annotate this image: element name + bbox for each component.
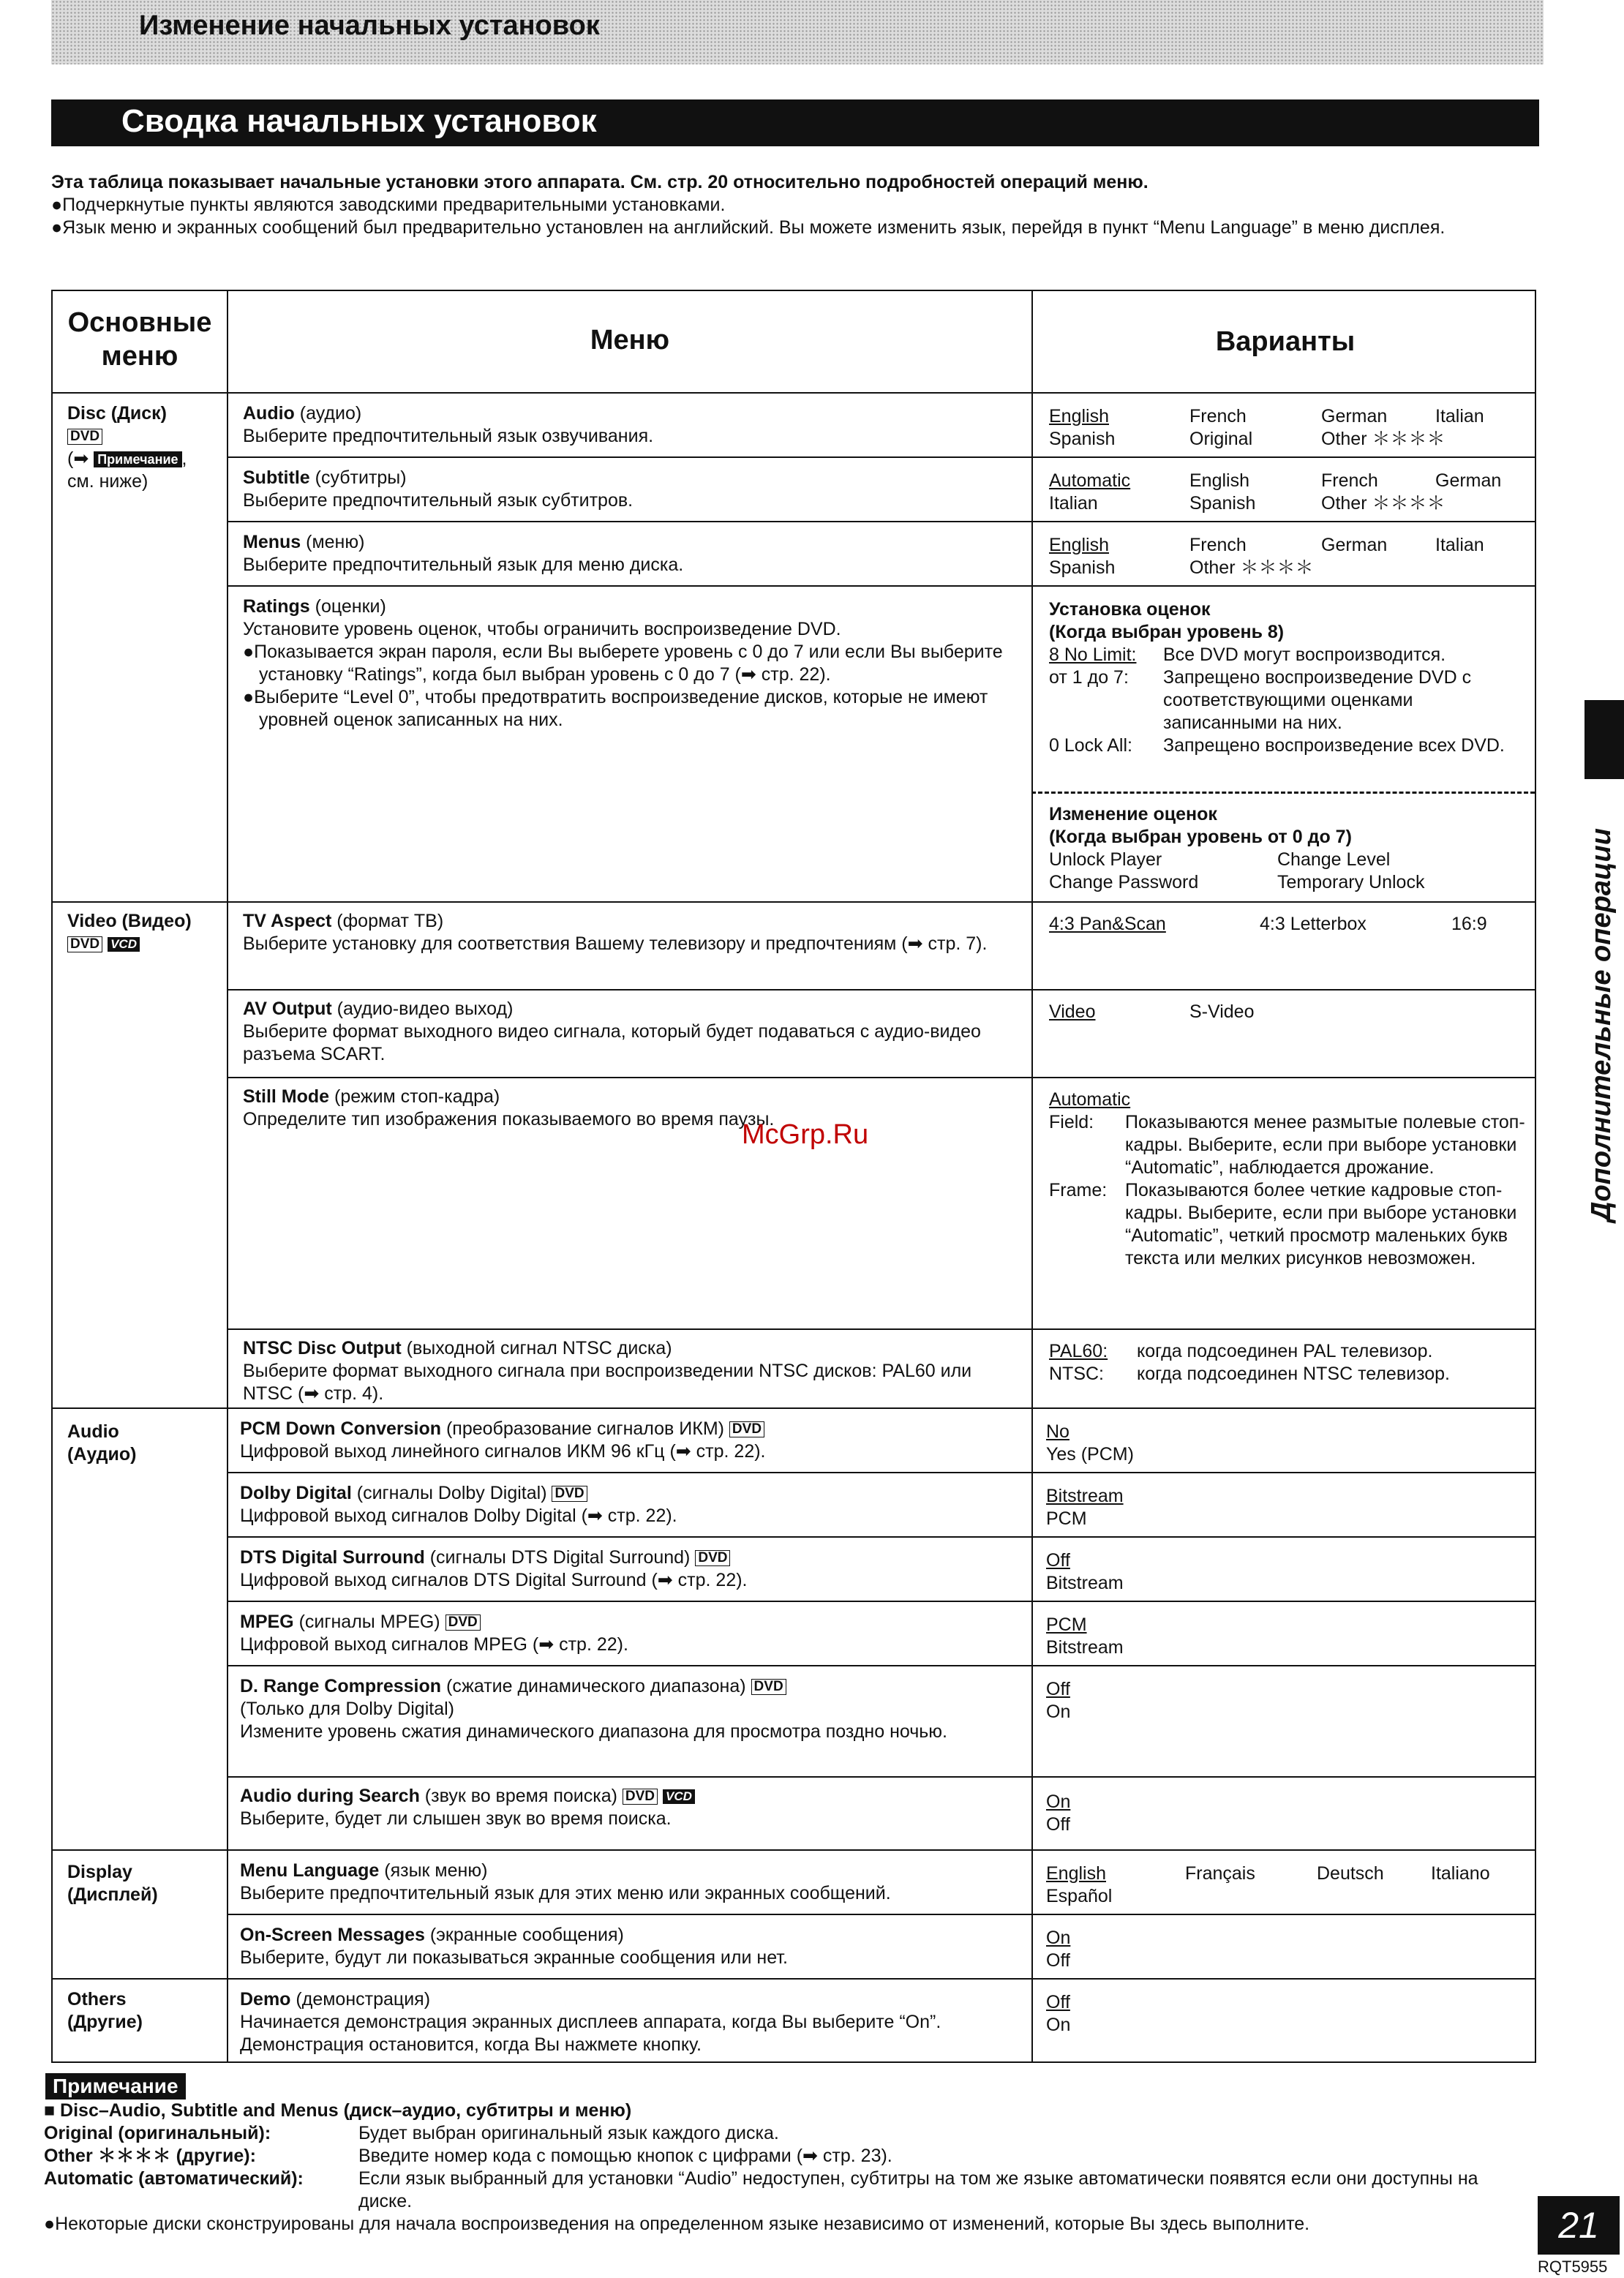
menu-display-osm — [240, 1924, 1018, 1969]
ratings-key: от 1 до 7: — [1049, 667, 1129, 688]
note-header: Примечание — [45, 2073, 186, 2100]
option: Bitstream — [1046, 1637, 1124, 1658]
options-video-still-mode — [1049, 1089, 1532, 1270]
option: 4:3 Pan&Scan — [1049, 914, 1166, 934]
options-audio-dts — [1046, 1549, 1124, 1595]
top-title: Изменение начальных установок — [139, 10, 600, 41]
item-name: D. Range Compression — [240, 1676, 442, 1696]
item-paren: (сигналы DTS Digital Surround) — [424, 1547, 691, 1568]
ntsc-key: PAL60: — [1049, 1341, 1108, 1361]
item-desc: Цифровой выход линейного сигналов ИКМ 96 кГц (➡ стр. 22). — [240, 1441, 766, 1462]
dvd-tag: DVD — [446, 1614, 481, 1631]
option: English — [1046, 1863, 1106, 1884]
option: Italian — [1435, 535, 1484, 555]
section-title-bar — [51, 99, 1539, 146]
item-paren: (звук во время поиска) — [419, 1786, 617, 1806]
options-disc-subtitle — [1049, 470, 1545, 515]
option: S-Video — [1189, 1001, 1255, 1022]
option: Other ＊＊＊＊ — [1321, 429, 1446, 449]
item-paren: (меню) — [301, 532, 365, 552]
section-title: Сводка начальных установок — [121, 103, 597, 139]
divider — [227, 1776, 1535, 1778]
category-disc — [67, 402, 228, 493]
options-audio-mpeg — [1046, 1614, 1124, 1659]
item-paren: (формат ТВ) — [331, 911, 444, 931]
item-name: Menus — [243, 532, 301, 552]
item-name: TV Aspect — [243, 911, 332, 931]
option: English — [1189, 470, 1249, 491]
item-name: DTS Digital Surround — [240, 1547, 425, 1568]
note-key: Automatic (автоматический): — [44, 2168, 304, 2189]
divider — [227, 585, 1535, 587]
option: Français — [1185, 1863, 1255, 1884]
options-video-ntsc — [1049, 1340, 1546, 1386]
item-desc: Цифровой выход сигналов Dolby Digital (➡ стр. 22). — [240, 1505, 677, 1526]
option: Other ＊＊＊＊ — [1189, 557, 1314, 578]
option: Spanish — [1049, 429, 1116, 449]
option: On — [1046, 1792, 1071, 1812]
item-desc: Выберите формат выходного видео сигнала, который будет подаваться с аудио-видео разъема SCART. — [243, 1021, 981, 1064]
option: Other ＊＊＊＊ — [1321, 493, 1446, 514]
option: Off — [1046, 1950, 1070, 1971]
item-desc: Начинается демонстрация экранных дисплеев аппарата, когда Вы выберите “On”. Демонстрация остановится, когда Вы нажмете кнопку. — [240, 2012, 941, 2055]
intro-bullet: ●Подчеркнутые пункты являются заводскими предварительными установками. — [51, 195, 726, 215]
options-audio-search — [1046, 1791, 1070, 1836]
item-desc: Выберите предпочтительный язык для меню диска. — [243, 555, 684, 575]
item-desc: Выберите предпочтительный язык озвучивания. — [243, 426, 654, 446]
still-key: Field: — [1049, 1112, 1094, 1132]
option: Bitstream — [1046, 1573, 1124, 1593]
ratings-value: Все DVD могут воспроизводится. — [1163, 644, 1446, 665]
change-subtitle: (Когда выбран уровень от 0 до 7) — [1049, 827, 1352, 847]
note-tag: Примечание — [94, 451, 181, 467]
option: Original — [1189, 429, 1253, 449]
option: Italiano — [1431, 1863, 1490, 1884]
notes-final: ●Некоторые диски сконструированы для начала воспроизведения на определенном языке независимо от изменений, которые Вы здесь выполните. — [44, 2214, 1310, 2234]
item-name: Still Mode — [243, 1086, 330, 1107]
note-value: Если язык выбранный для установки “Audio” недоступен, субтитры на том же языке автоматически появятся если они доступны на диске. — [358, 2168, 1478, 2211]
item-paren: (сигналы MPEG) — [293, 1612, 440, 1632]
item-paren: (экранные сообщения) — [424, 1925, 624, 1945]
menu-video-still-mode — [243, 1086, 1018, 1131]
category-video — [67, 910, 228, 955]
header-menu: Меню — [590, 325, 670, 356]
option: Italian — [1435, 406, 1484, 426]
ratings-value: Запрещено воспроизведение DVD с соответствующими оценками записанными на них. — [1163, 667, 1472, 733]
options-change-ratings — [1049, 803, 1532, 894]
option: Change Password — [1049, 872, 1199, 892]
page-number: 21 — [1538, 2196, 1620, 2255]
menu-video-tv-aspect — [243, 910, 1018, 955]
item-paren: (аудио) — [294, 403, 362, 424]
settings-table — [51, 290, 1536, 2063]
item-paren: (сигналы Dolby Digital) — [351, 1483, 547, 1503]
options-disc-audio — [1049, 405, 1545, 451]
ntsc-value: когда подсоединен NTSC телевизор. — [1137, 1364, 1451, 1384]
options-video-av-output — [1049, 1001, 1336, 1023]
vcd-tag: VCD — [108, 937, 140, 952]
options-audio-pcm — [1046, 1421, 1134, 1466]
item-desc: Выберите установку для соответствия Вашему телевизору и предпочтениям (➡ стр. 7). — [243, 933, 988, 954]
category-title: Display — [67, 1862, 132, 1882]
divider — [53, 1978, 1535, 1980]
still-value: Показываются менее размытые полевые стоп-кадры. Выберите, если при выборе установки “Automatic”, наблюдается дрожание. — [1125, 1112, 1525, 1178]
menu-disc-menus — [243, 531, 1018, 576]
note-value: Введите номер кода с помощью кнопок с цифрами (➡ стр. 23). — [358, 2146, 892, 2166]
category-subtitle: (Дисплей) — [67, 1884, 158, 1905]
divider — [227, 456, 1535, 458]
options-display-language — [1046, 1862, 1541, 1908]
options-others-demo — [1046, 1991, 1070, 2037]
ntsc-key: NTSC: — [1049, 1364, 1104, 1384]
option: 4:3 Letterbox — [1260, 914, 1367, 934]
menu-disc-audio — [243, 402, 1018, 448]
option: Automatic — [1049, 470, 1131, 491]
option-default: Automatic — [1049, 1089, 1131, 1110]
watermark: McGrp.Ru — [742, 1119, 869, 1150]
category-title: Video (Видео) — [67, 911, 192, 931]
divider — [227, 1665, 1535, 1666]
option: Temporary Unlock — [1277, 872, 1425, 892]
divider — [53, 1849, 1535, 1851]
divider — [227, 1914, 1535, 1915]
item-name: MPEG — [240, 1612, 294, 1632]
item-paren: (режим стоп-кадра) — [329, 1086, 500, 1107]
options-video-tv-aspect — [1049, 913, 1539, 936]
divider — [1031, 291, 1033, 2061]
item-name: Demo — [240, 1989, 291, 2010]
ref-comma: , — [181, 448, 187, 469]
option: Off — [1046, 1814, 1070, 1835]
item-sub: (Только для Dolby Digital) — [240, 1699, 454, 1719]
dvd-tag: DVD — [67, 429, 102, 445]
menu-others-demo — [240, 1988, 1018, 2056]
item-desc: Определите тип изображения показываемого во время паузы. — [243, 1109, 775, 1129]
item-name: Subtitle — [243, 467, 310, 488]
divider — [227, 1601, 1535, 1602]
divider — [53, 901, 1535, 903]
ratings-key: 8 No Limit: — [1049, 644, 1137, 665]
option: Off — [1046, 1679, 1070, 1699]
side-section-label: Дополнительные операции — [1586, 828, 1617, 1222]
item-name: Menu Language — [240, 1860, 380, 1881]
option: Video — [1049, 1001, 1096, 1022]
item-desc: Цифровой выход сигналов MPEG (➡ стр. 22). — [240, 1634, 628, 1655]
options-audio-dolby — [1046, 1485, 1124, 1530]
option: 16:9 — [1451, 914, 1487, 934]
vcd-tag: VCD — [663, 1789, 695, 1804]
item-paren: (оценки) — [309, 596, 386, 617]
options-disc-ratings — [1049, 598, 1532, 757]
menu-video-av-output — [243, 998, 1018, 1066]
divider — [227, 1472, 1535, 1473]
option: French — [1321, 470, 1378, 491]
item-name: Ratings — [243, 596, 310, 617]
item-paren: (сжатие динамического диапазона) — [441, 1676, 746, 1696]
intro — [51, 171, 1544, 239]
menu-display-language — [240, 1860, 1018, 1905]
option: Español — [1046, 1886, 1113, 1906]
option: French — [1189, 535, 1247, 555]
divider — [227, 1328, 1535, 1330]
item-name: AV Output — [243, 999, 332, 1019]
option: Italian — [1049, 493, 1098, 514]
option: No — [1046, 1421, 1069, 1442]
option: On — [1046, 1928, 1071, 1948]
divider — [227, 1536, 1535, 1538]
ref-arrow: (➡ — [67, 448, 89, 469]
menu-disc-subtitle — [243, 467, 1018, 512]
category-title: Disc (Диск) — [67, 403, 167, 424]
notes-subheading: ■ Disc–Audio, Subtitle and Menus (диск–аудио, субтитры и меню) — [44, 2100, 632, 2121]
option: English — [1049, 535, 1109, 555]
item-desc: Выберите формат выходного сигнала при воспроизведении NTSC дисков: PAL60 или NTSC (➡ стр. 4). — [243, 1361, 972, 1404]
item-bullet: ●Показывается экран пароля, если Вы выберете уровень с 0 до 7 или если Вы выберите установку “Ratings”, когда был выбран уровень с 0 до 7 (➡ стр. 22). — [243, 642, 1003, 685]
item-paren: (выходной сигнал NTSC диска) — [401, 1338, 672, 1358]
still-key: Frame: — [1049, 1180, 1108, 1200]
dvd-tag: DVD — [751, 1679, 786, 1695]
divider — [227, 291, 228, 2061]
ntsc-value: когда подсоединен PAL телевизор. — [1137, 1341, 1433, 1361]
option: Yes (PCM) — [1046, 1444, 1134, 1465]
item-desc: Выберите, будут ли показываться экранные сообщения или нет. — [240, 1947, 788, 1968]
option: Off — [1046, 1992, 1070, 2012]
menu-audio-pcm — [240, 1418, 1018, 1463]
category-others — [67, 1988, 228, 2034]
menu-audio-drc — [240, 1675, 1018, 1743]
option: English — [1049, 406, 1109, 426]
option: German — [1321, 535, 1388, 555]
header-options: Варианты — [1215, 326, 1356, 357]
item-desc: Установите уровень оценок, чтобы ограничить воспроизведение DVD. — [243, 619, 841, 639]
item-bullet: ●Выберите “Level 0”, чтобы предотвратить воспроизведение дисков, которые не имеют уровней оценок записанных на них. — [243, 687, 988, 730]
still-value: Показываются более четкие кадровые стоп-кадры. Выберите, если при выборе установки “Automatic”, четкий просмотр маленьких букв текста или мелких рисунков невозможен. — [1125, 1180, 1517, 1268]
item-paren: (субтитры) — [309, 467, 407, 488]
category-subtitle: (Другие) — [67, 2012, 143, 2032]
item-desc: Выберите, будет ли слышен звук во время поиска. — [240, 1808, 672, 1829]
category-audio — [67, 1421, 228, 1466]
item-desc: Выберите предпочтительный язык для этих меню или экранных сообщений. — [240, 1883, 891, 1903]
category-display — [67, 1861, 228, 1906]
notes — [44, 2100, 1544, 2236]
option: PCM — [1046, 1614, 1087, 1635]
menu-video-ntsc — [243, 1337, 1018, 1405]
category-subtitle: (Аудио) — [67, 1444, 137, 1465]
options-display-osm — [1046, 1927, 1070, 1972]
option: Off — [1046, 1550, 1070, 1571]
option: Spanish — [1049, 557, 1116, 578]
option: Unlock Player — [1049, 849, 1162, 870]
dashed-divider — [1031, 792, 1535, 794]
dvd-tag: DVD — [729, 1421, 764, 1437]
menu-audio-search — [240, 1785, 1018, 1830]
option: French — [1189, 406, 1247, 426]
dvd-tag: DVD — [67, 936, 102, 952]
option: On — [1046, 2015, 1071, 2035]
category-title: Others — [67, 1989, 127, 2010]
divider — [53, 1407, 1535, 1409]
ratings-subtitle: (Когда выбран уровень 8) — [1049, 622, 1285, 642]
item-name: Audio during Search — [240, 1786, 420, 1806]
option: Spanish — [1189, 493, 1256, 514]
menu-audio-mpeg — [240, 1611, 1018, 1656]
dvd-tag: DVD — [695, 1550, 730, 1566]
option: On — [1046, 1702, 1071, 1722]
option: Deutsch — [1317, 1863, 1384, 1884]
divider — [227, 1077, 1535, 1078]
menu-audio-dolby — [240, 1482, 1018, 1527]
options-disc-menus — [1049, 534, 1545, 579]
item-paren: (язык меню) — [379, 1860, 488, 1881]
options-audio-drc — [1046, 1678, 1070, 1723]
ratings-value: Запрещено воспроизведение всех DVD. — [1163, 735, 1505, 756]
item-desc: Измените уровень сжатия динамического диапазона для просмотра поздно ночью. — [240, 1721, 947, 1742]
note-value: Будет выбран оригинальный язык каждого диска. — [358, 2123, 779, 2143]
item-paren: (демонстрация) — [290, 1989, 431, 2010]
ratings-title: Установка оценок — [1049, 599, 1211, 620]
intro-line: Эта таблица показывает начальные установки этого аппарата. См. стр. 20 относительно подробностей операций меню. — [51, 172, 1149, 192]
divider — [227, 989, 1535, 990]
ref-end: см. ниже) — [67, 471, 149, 492]
item-paren: (аудио-видео выход) — [331, 999, 514, 1019]
side-tab-marker — [1584, 700, 1624, 779]
item-name: On-Screen Messages — [240, 1925, 425, 1945]
item-name: Audio — [243, 403, 295, 424]
item-name: PCM Down Conversion — [240, 1418, 442, 1439]
option: German — [1435, 470, 1502, 491]
dvd-tag: DVD — [623, 1789, 658, 1805]
dvd-tag: DVD — [552, 1486, 587, 1502]
header-band — [51, 0, 1544, 64]
item-desc: Цифровой выход сигналов DTS Digital Surround (➡ стр. 22). — [240, 1570, 748, 1590]
menu-audio-dts — [240, 1546, 1018, 1592]
item-paren: (преобразование сигналов ИКМ) — [441, 1418, 724, 1439]
intro-bullet: ●Язык меню и экранных сообщений был предварительно установлен на английский. Вы можете изменить язык, перейдя в пункт “Menu Language” в меню дисплея. — [51, 217, 1446, 238]
menu-disc-ratings — [243, 595, 1018, 732]
item-name: Dolby Digital — [240, 1483, 352, 1503]
divider — [53, 392, 1535, 394]
change-title: Изменение оценок — [1049, 804, 1217, 824]
item-desc: Выберите предпочтительный язык субтитров. — [243, 490, 634, 511]
option: PCM — [1046, 1508, 1087, 1529]
category-title: Audio — [67, 1421, 119, 1442]
option: German — [1321, 406, 1388, 426]
option: Bitstream — [1046, 1486, 1124, 1506]
doc-code: RQT5955 — [1538, 2258, 1608, 2276]
option: Change Level — [1277, 849, 1391, 870]
note-key: Other ＊＊＊＊ (другие): — [44, 2146, 256, 2166]
note-key: Original (оригинальный): — [44, 2123, 271, 2143]
divider — [227, 521, 1535, 522]
ratings-key: 0 Lock All: — [1049, 735, 1132, 756]
item-name: NTSC Disc Output — [243, 1338, 402, 1358]
header-main-menus: Основные меню — [67, 307, 212, 372]
